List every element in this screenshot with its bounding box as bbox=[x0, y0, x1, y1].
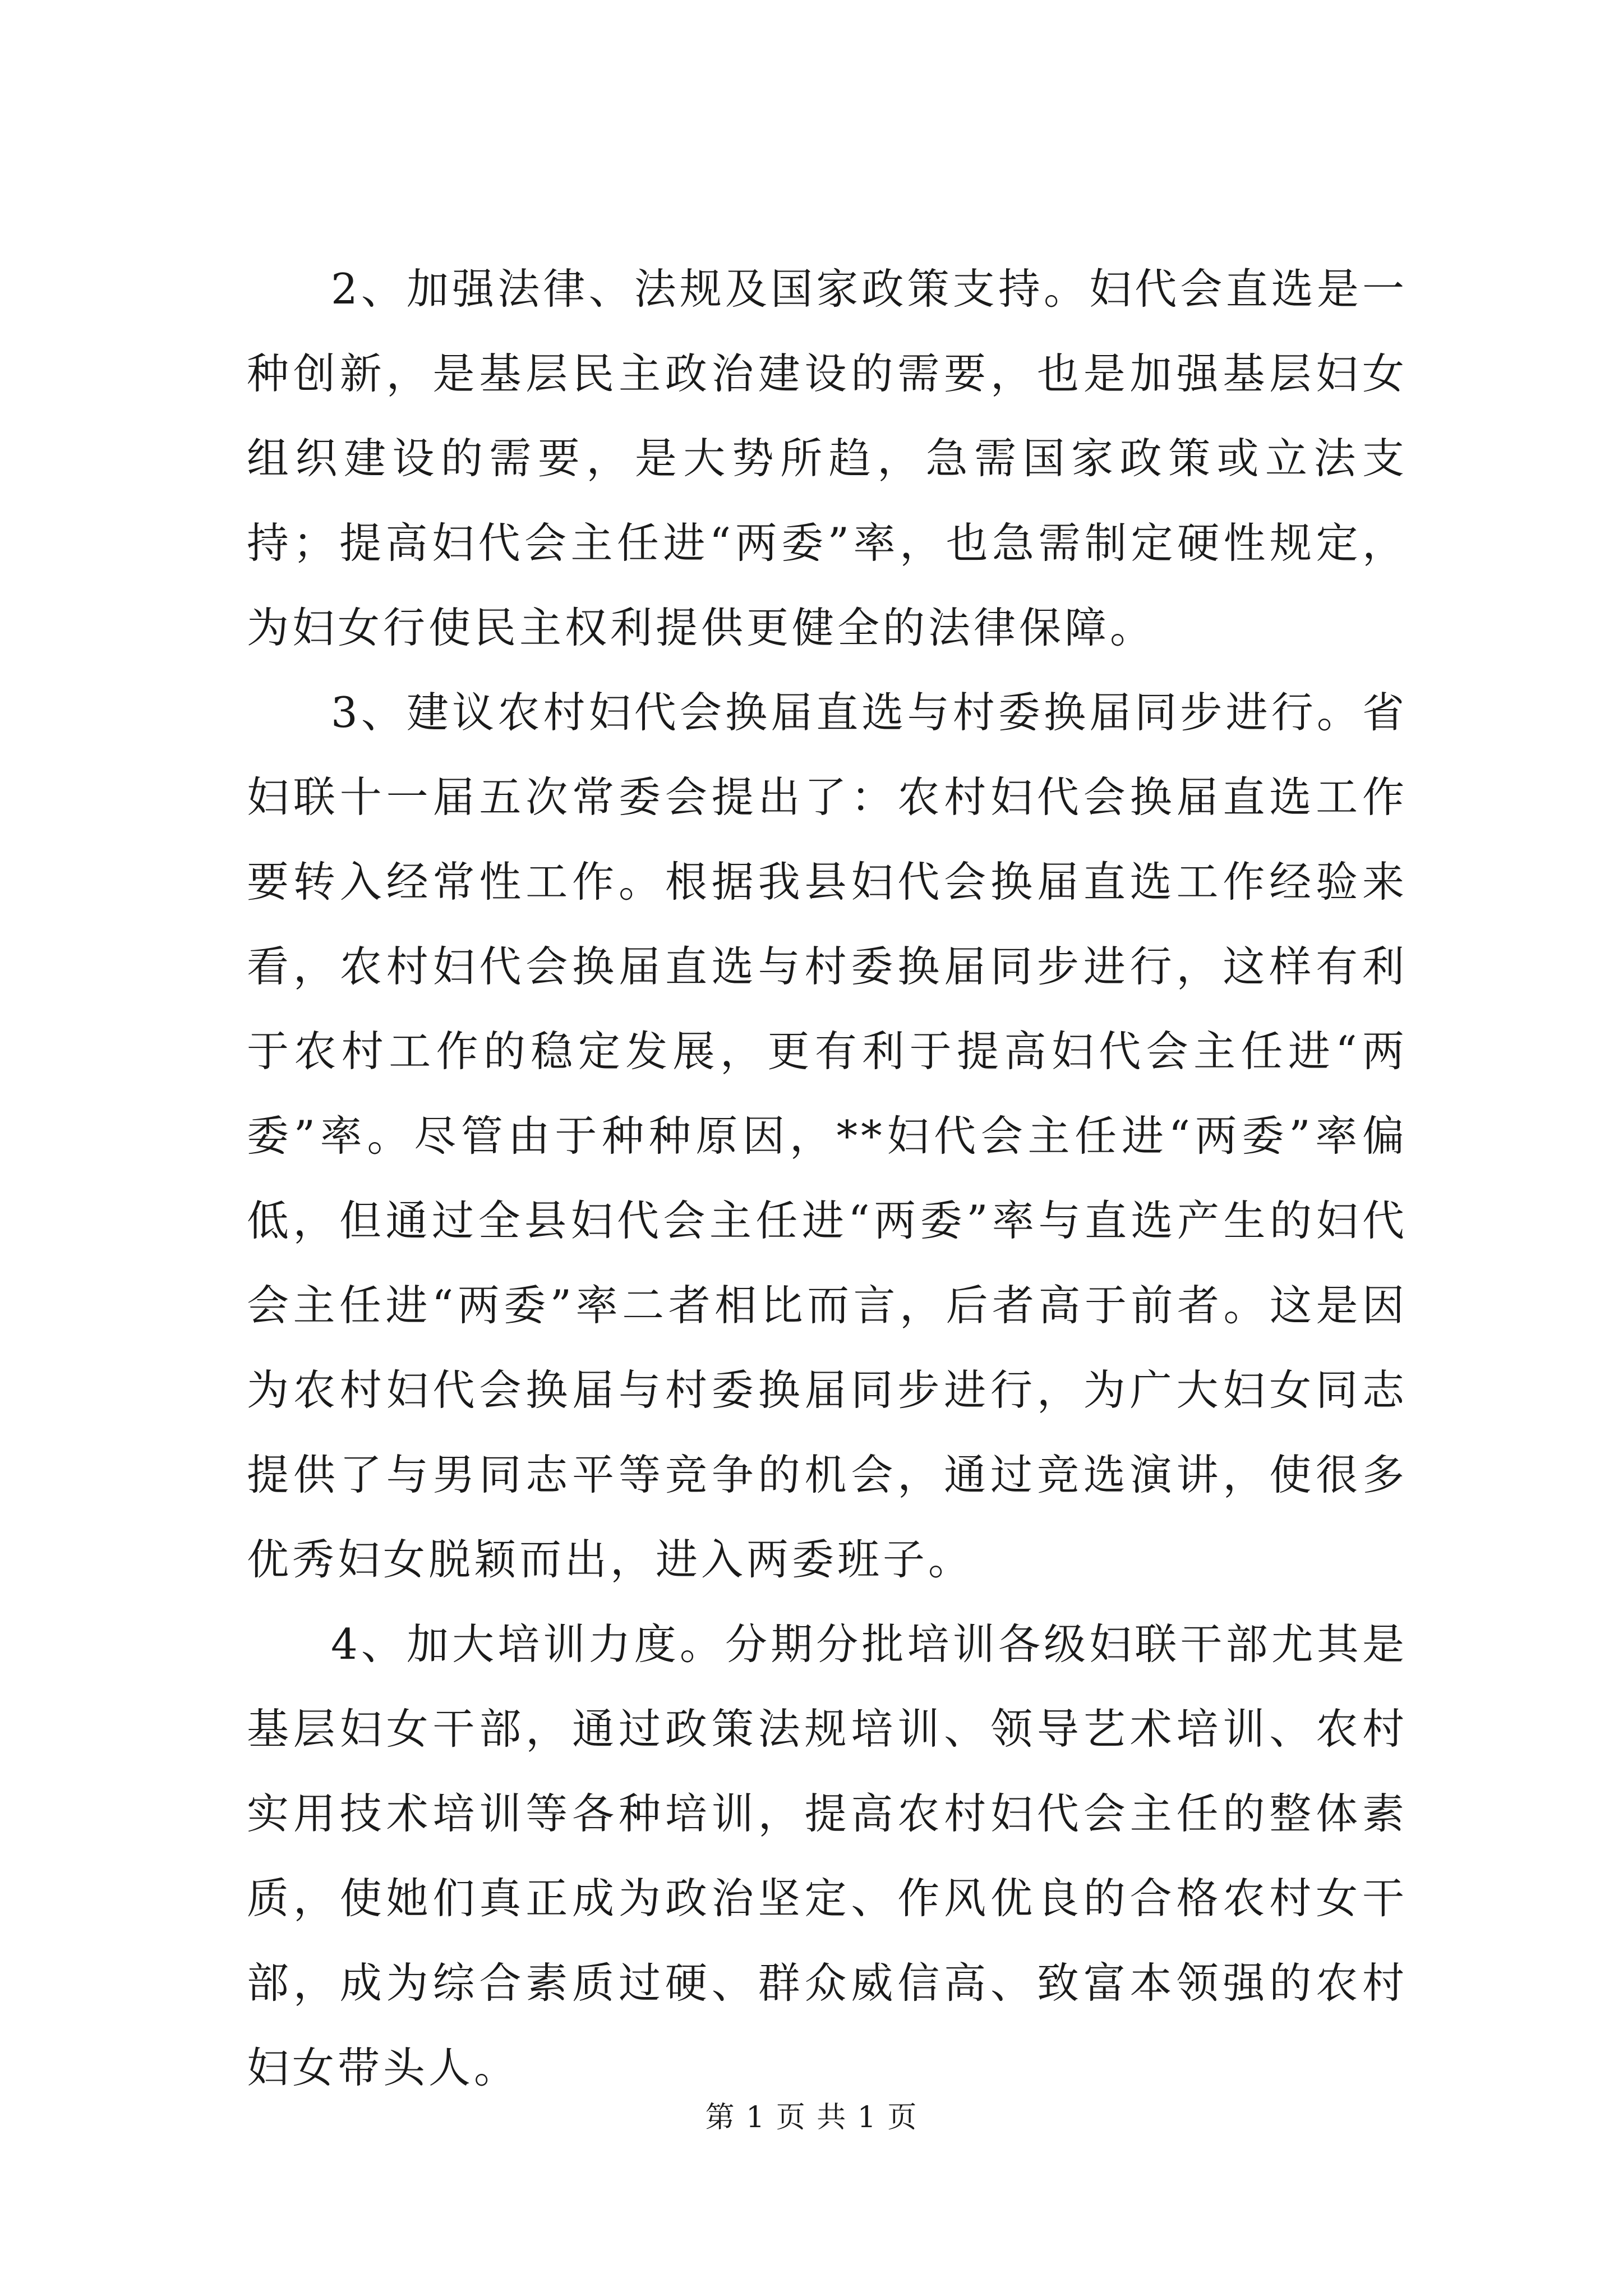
paragraph-4: 4、加大培训力度。分期分批培训各级妇联干部尤其是基层妇女干部，通过政策法规培训、领导艺术培训、农村实用技术培训等各种培训，提高农村妇代会主任的整体素质，使她们真正成为政治坚定、作风优良的合格农村女干部，成为综合素质过硬、群众威信高、致富本领强的农村妇女带头人。 bbox=[247, 1619, 1408, 2092]
page-footer: 第 1 页 共 1 页 bbox=[705, 2101, 918, 2134]
document-body bbox=[247, 247, 1408, 2110]
paragraph-3: 3、建议农村妇代会换届直选与村委换届同步进行。省妇联十一届五次常委会提出了：农村妇代会换届直选工作要转入经常性工作。根据我县妇代会换届直选工作经验来看，农村妇代会换届直选与村委换届同步进行，这样有利于农村工作的稳定发展，更有利于提高妇代会主任进“两委”率。尽管由于种种原因，**妇代会主任进“两委”率偏低，但通过全县妇代会主任进“两委”率与直选产生的妇代会主任进“两委”率二者相比而言，后者高于前者。这是因为农村妇代会换届与村委换届同步进行，为广大妇女同志提供了与男同志平等竞争的机会，通过竞选演讲，使很多优秀妇女脱颖而出，进入两委班子。 bbox=[247, 688, 1408, 1584]
paragraph-2: 2、加强法律、法规及国家政策支持。妇代会直选是一种创新，是基层民主政治建设的需要，也是加强基层妇女组织建设的需要，是大势所趋，急需国家政策或立法支持；提高妇代会主任进“两委”率，也急需制定硬性规定，为妇女行使民主权利提供更健全的法律保障。 bbox=[247, 264, 1408, 652]
